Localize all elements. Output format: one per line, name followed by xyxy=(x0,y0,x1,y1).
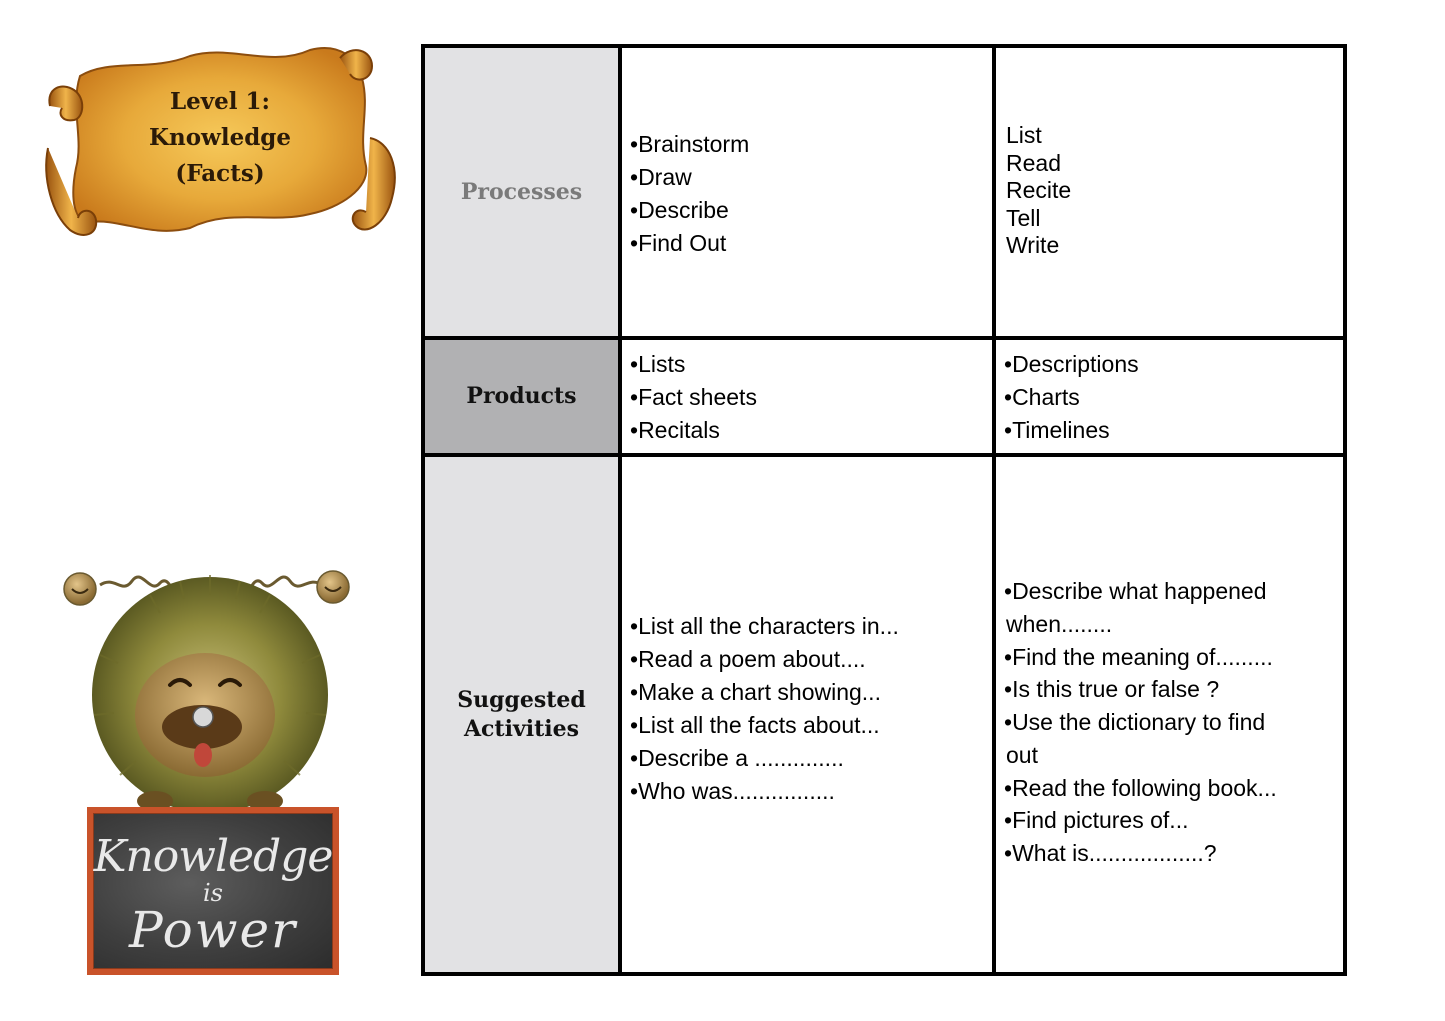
mascot xyxy=(60,555,360,980)
list-item: • List all the facts about... xyxy=(630,709,899,742)
activities-col1-cell xyxy=(622,457,992,972)
list-item: • Find pictures of... xyxy=(1004,804,1277,837)
banner-line-facts: (Facts) xyxy=(175,160,265,187)
processes-col2-cell xyxy=(996,48,1343,336)
list-item: • Make a chart showing... xyxy=(630,676,899,709)
list-item: Recite xyxy=(1006,177,1072,203)
list-item: • List all the characters in... xyxy=(630,610,899,643)
list-item: Write xyxy=(1006,232,1060,258)
chalkboard-text xyxy=(93,813,333,969)
list-item: when........ xyxy=(1006,610,1113,637)
hedgehog-mascot-icon xyxy=(60,555,360,815)
list-item: • Descriptions xyxy=(1004,348,1343,381)
list-item: • Describe xyxy=(630,194,992,227)
list-item: • Read a poem about.... xyxy=(630,643,899,676)
processes-col1-list xyxy=(630,128,992,260)
products-col2-cell xyxy=(996,340,1343,453)
list-item: • Find Out xyxy=(630,227,992,260)
products-col2-list xyxy=(1004,348,1343,447)
row-header-products xyxy=(425,340,618,453)
list-item: • What is..................? xyxy=(1004,837,1277,870)
list-item: • Draw xyxy=(630,161,992,194)
processes-col1-cell xyxy=(622,48,992,336)
products-label: Products xyxy=(466,383,577,409)
list-item: • Lists xyxy=(630,348,992,381)
list-item: • Describe what happened xyxy=(1004,575,1277,608)
list-item: • Recitals xyxy=(630,414,992,447)
activities-col1-list xyxy=(630,610,899,808)
row-header-suggested-activities xyxy=(425,457,618,972)
processes-label: Processes xyxy=(460,178,583,205)
list-item: • Read the following book... xyxy=(1004,772,1277,805)
list-item: • Use the dictionary to find xyxy=(1004,706,1277,739)
list-item: • Who was................ xyxy=(630,775,899,808)
list-item: • Find the meaning of......... xyxy=(1004,641,1277,674)
title-scroll xyxy=(40,38,402,244)
products-col1-cell xyxy=(622,340,992,453)
list-item: • Timelines xyxy=(1004,414,1343,447)
list-item: out xyxy=(1006,741,1038,768)
list-item: • Describe a .............. xyxy=(630,742,899,775)
list-item: Tell xyxy=(1006,204,1041,231)
list-item: Read xyxy=(1006,149,1061,176)
activities-label-line1: Suggested xyxy=(457,686,586,713)
products-col1-list xyxy=(630,348,992,447)
chalkboard-line-knowledge: Knowledge xyxy=(93,831,333,882)
activities-label-line2: Activities xyxy=(463,715,579,742)
chalkboard-line-is: is xyxy=(203,879,223,907)
list-item: • Charts xyxy=(1004,381,1343,414)
list-item: • Brainstorm xyxy=(630,128,992,161)
processes-col2-list xyxy=(1006,122,1343,260)
banner-line-knowledge: Knowledge xyxy=(148,124,292,151)
list-item: List xyxy=(1006,122,1042,148)
activities-col2-list xyxy=(1004,575,1277,870)
chalkboard xyxy=(87,807,339,975)
chalkboard-line-power: Power xyxy=(128,901,297,959)
list-item: • Fact sheets xyxy=(630,381,992,414)
list-item: • Is this true or false ? xyxy=(1004,673,1277,706)
row-header-processes xyxy=(425,48,618,336)
activities-col2-cell xyxy=(996,457,1343,972)
knowledge-table xyxy=(421,44,1347,976)
banner-title xyxy=(100,84,340,192)
banner-line-level: Level 1: xyxy=(169,88,271,115)
